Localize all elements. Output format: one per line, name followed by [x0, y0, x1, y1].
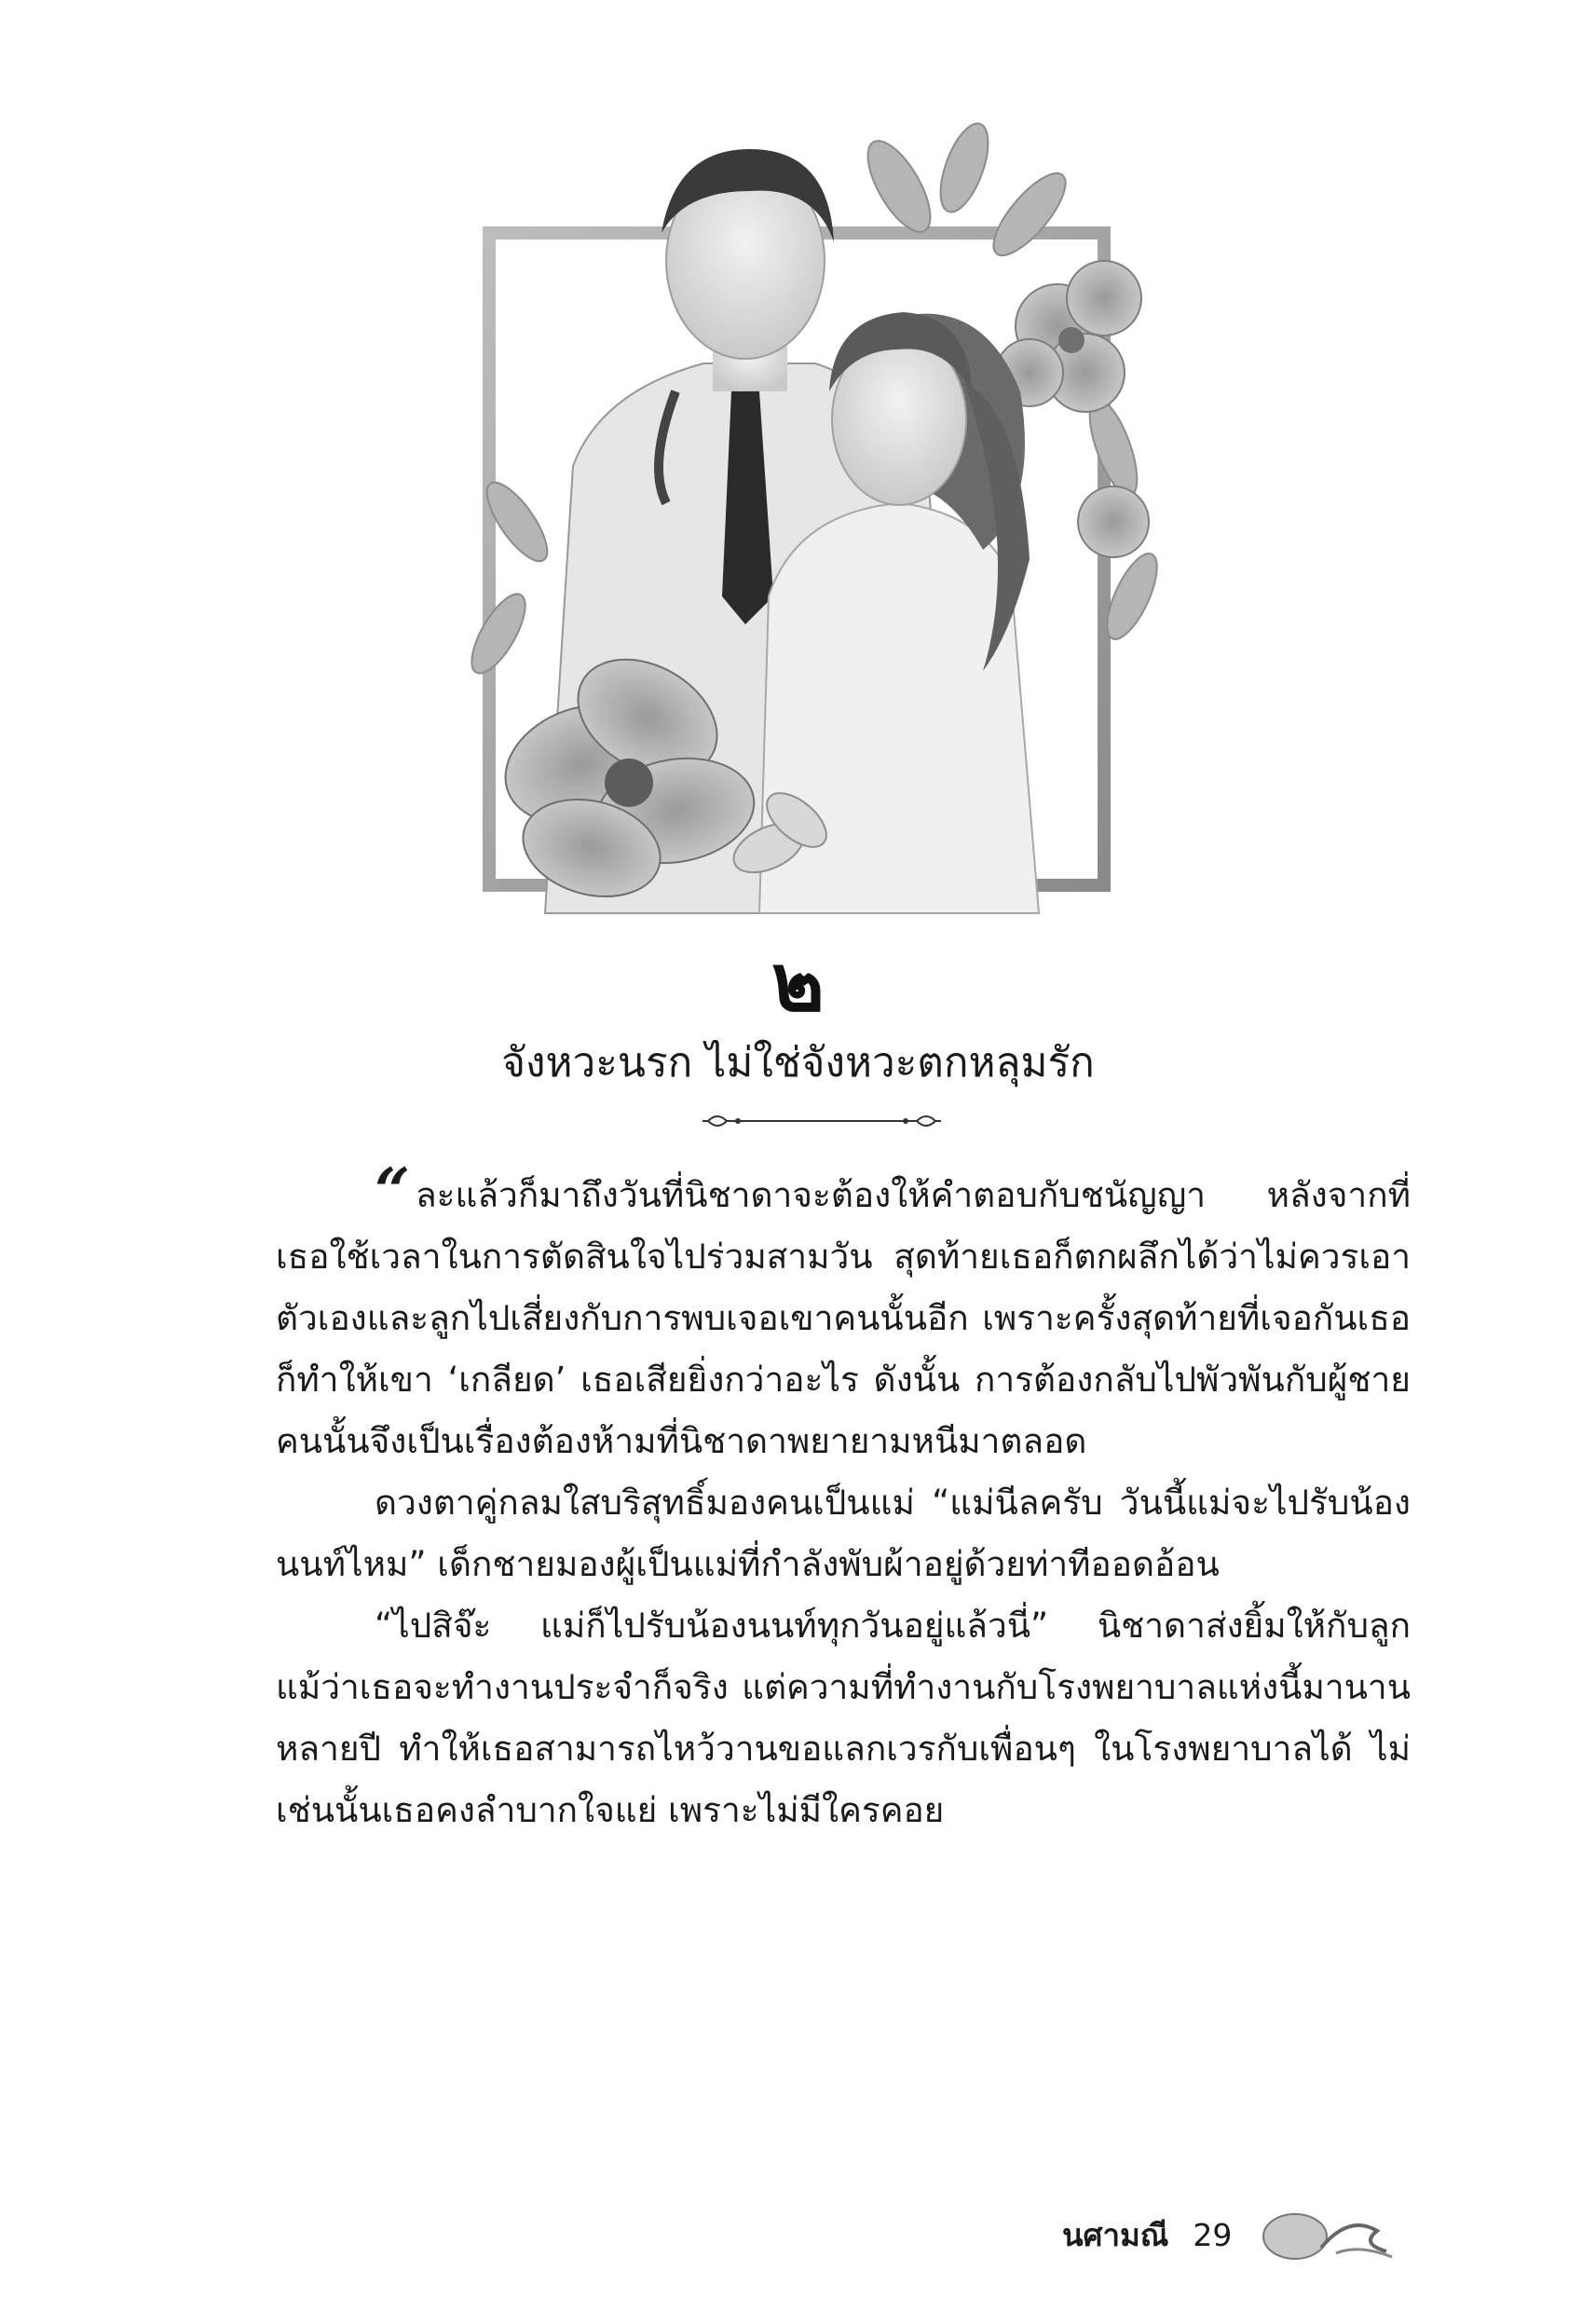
- publisher-logo-icon: [1256, 2207, 1396, 2263]
- opening-quote-mark: “: [375, 1155, 410, 1227]
- author-name: นศามณี: [1062, 2216, 1169, 2253]
- chapter-title: จังหวะนรก ไม่ใช่จังหวะตกหลุมรัก: [501, 1039, 1095, 1087]
- paragraph-3: “ไปสิจ๊ะ แม่ก็ไปรับน้องนนท์ทุกวันอยู่แล้วนี่” นิชาดาส่งยิ้มให้กับลูก แม้ว่าเธอจะทำงานประจำก็จริง แต่ความที่ทำงานกับโรงพยาบาลแห่งนี้มานานหลายปี ทำให้เธอสามารถไหว้วานขอแลกเวรกับเพื่อนๆ ในโรงพยาบาลได้ ไม่เช่นนั้นเธอคงลำบากใจแย่ เพราะไม่มีใครคอย: [276, 1606, 1411, 1830]
- paragraph-2: ดวงตาคู่กลมใสบริสุทธิ์มองคนเป็นแม่ “แม่นีลครับ วันนี้แม่จะไปรับน้องนนท์ไหม” เด็กชายมองผู้เป็นแม่ที่กำลังพับผ้าอยู่ด้วยท่าทีออดอ้อน: [276, 1483, 1411, 1584]
- paragraph-1: [276, 1155, 1411, 1472]
- divider-ornament: [701, 1107, 943, 1135]
- chapter-number: ๒: [771, 937, 825, 1030]
- paragraph-1-text: ละแล้วก็มาถึงวันที่นิชาดาจะต้องให้คำตอบกับชนัญญา หลังจากที่เธอใช้เวลาในการตัดสินใจไปร่วมสามวัน สุดท้ายเธอก็ตกผลึกได้ว่าไม่ควรเอาตัวเองและลูกไปเสี่ยงกับการพบเจอเขาคนนั้นอีก เพราะครั้งสุดท้ายที่เจอกันเธอก็ทำให้เขา ‘เกลียด’ เธอเสียยิ่งกว่าอะไร ดังนั้น การต้องกลับไปพัวพันกับผู้ชายคนนั้นจึงเป็นเรื่องต้องห้ามที่นิชาดาพยายามหนีมาตลอด: [276, 1175, 1411, 1461]
- page-footer: [1062, 2207, 1396, 2263]
- page-number: 29: [1193, 2216, 1233, 2253]
- chapter-illustration: [461, 112, 1169, 941]
- body-text: [276, 1155, 1411, 1841]
